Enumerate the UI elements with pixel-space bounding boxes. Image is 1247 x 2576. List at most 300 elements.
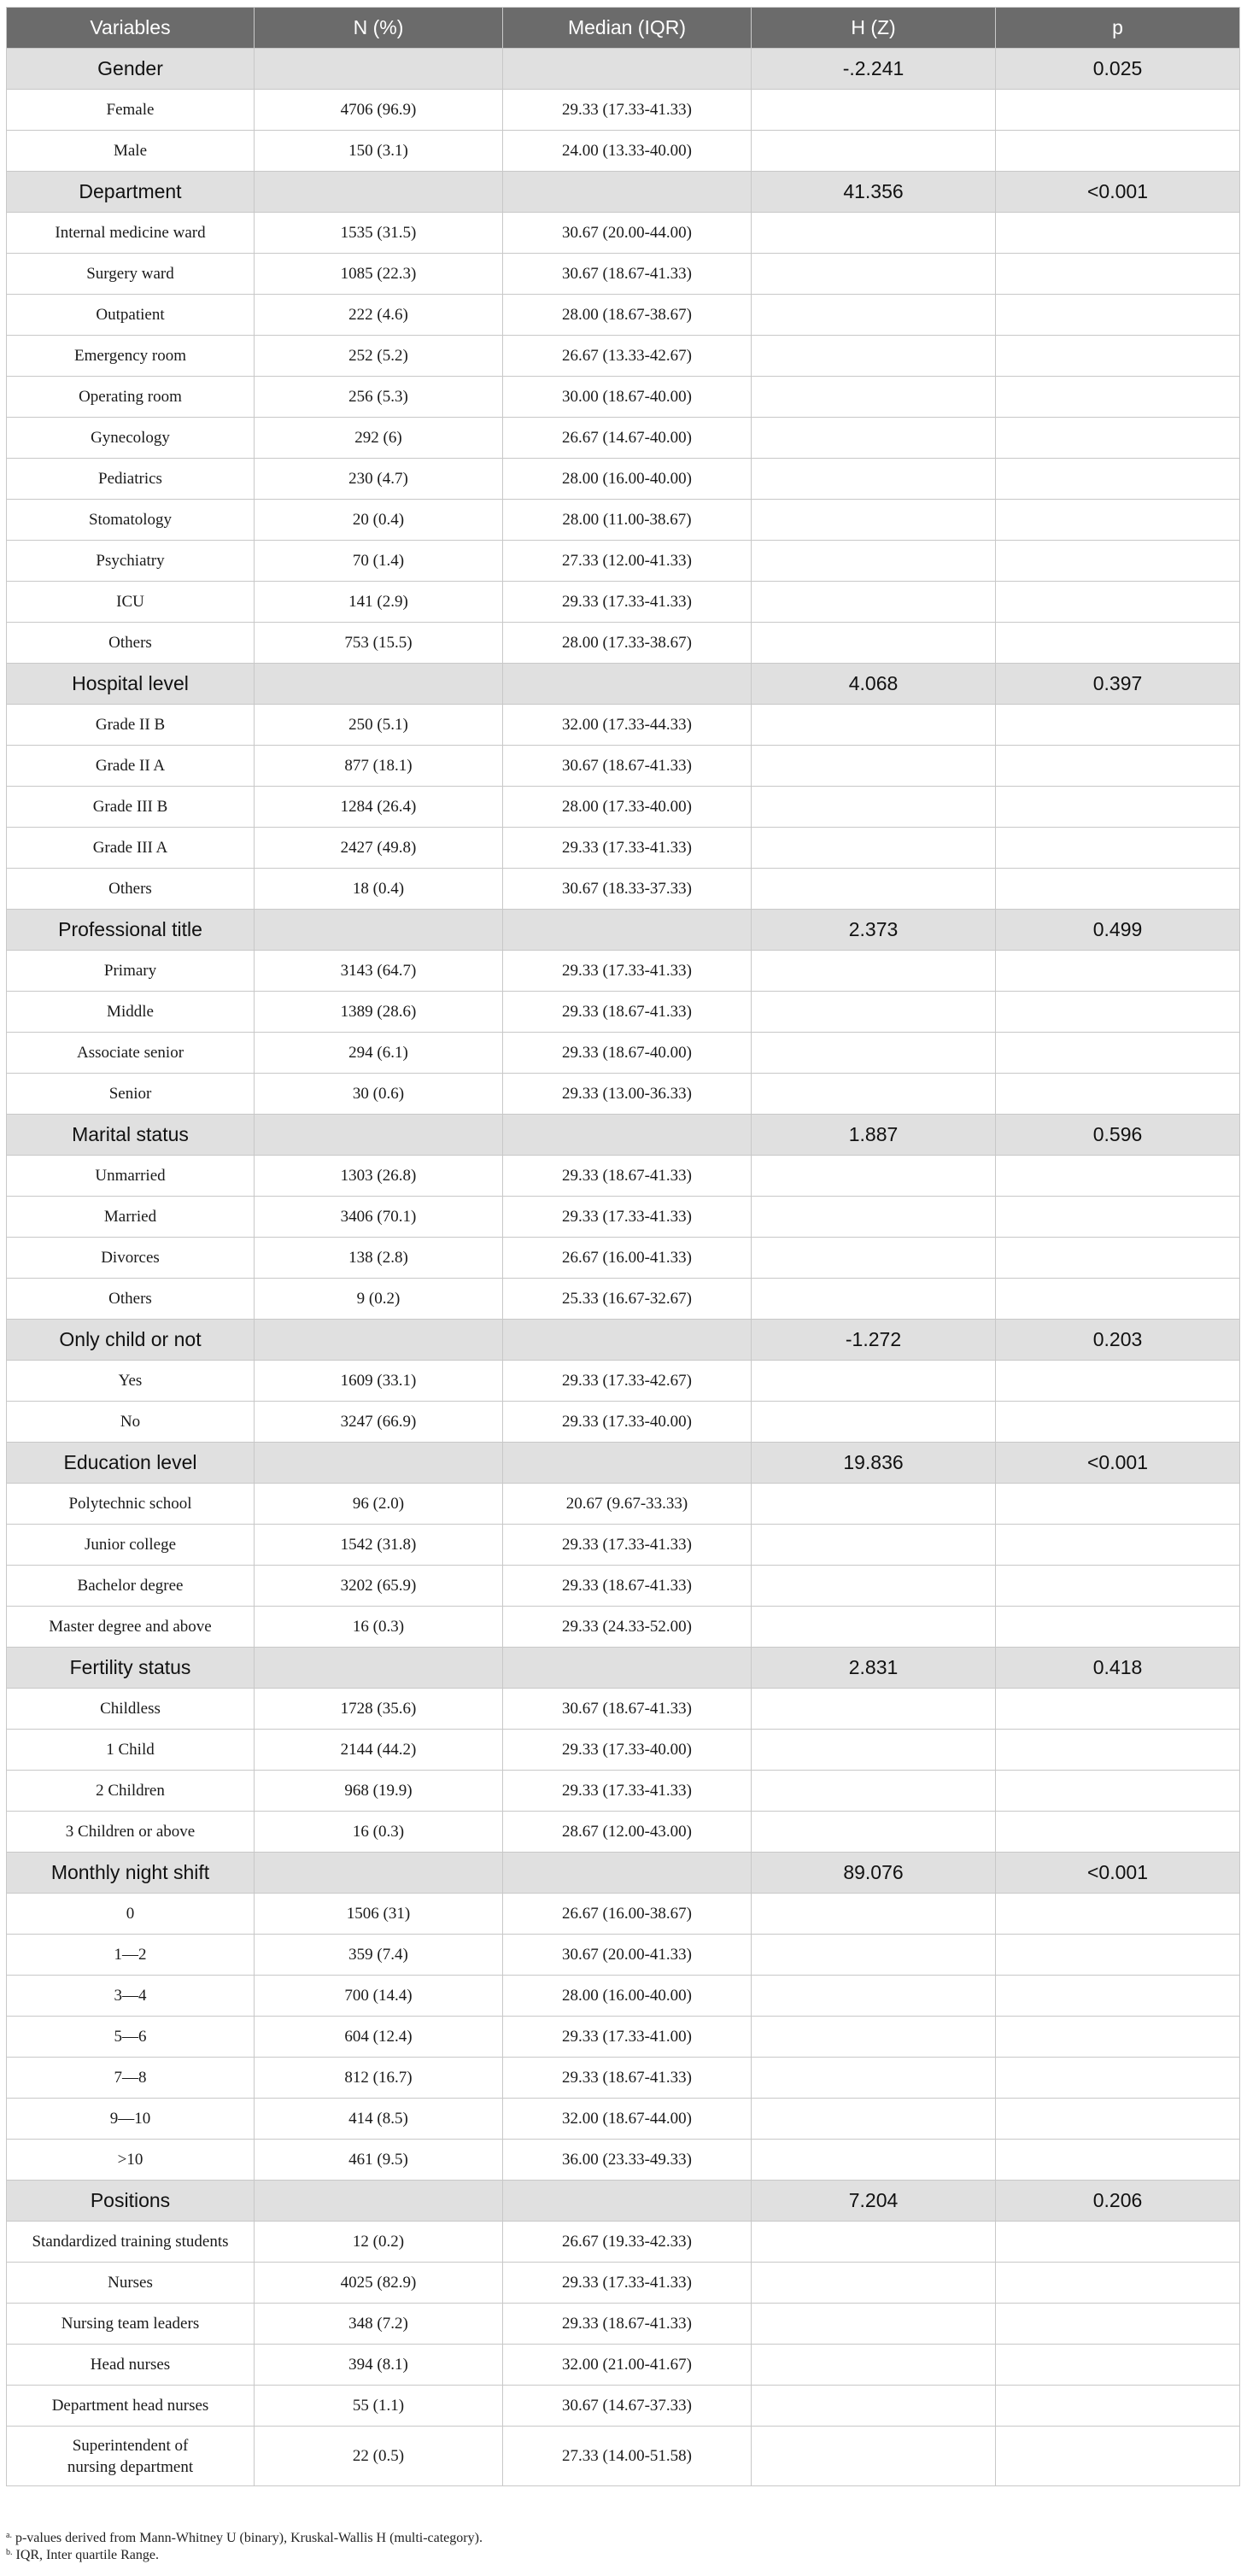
- row-h-empty: [752, 2345, 996, 2386]
- row-n-percent: 230 (4.7): [255, 459, 503, 500]
- table-container: [6, 7, 1239, 2486]
- table-row: [7, 541, 1240, 582]
- row-n-percent: 753 (15.5): [255, 623, 503, 664]
- row-p-empty: [996, 992, 1240, 1033]
- table-row: [7, 705, 1240, 746]
- header-n-percent: N (%): [255, 8, 503, 49]
- table-row: [7, 2017, 1240, 2058]
- row-variable: Male: [7, 131, 255, 172]
- row-variable: Others: [7, 1279, 255, 1320]
- row-median-iqr: 29.33 (18.67-41.33): [503, 1156, 752, 1197]
- row-n-percent: 700 (14.4): [255, 1976, 503, 2017]
- row-p-empty: [996, 213, 1240, 254]
- footnote-text: p-values derived from Mann-Whitney U (binary), Kruskal-Wallis H (multi-category).: [15, 2531, 483, 2545]
- row-p-empty: [996, 1812, 1240, 1853]
- category-label: Monthly night shift: [7, 1853, 255, 1894]
- footnote-b: [6, 2547, 1239, 2564]
- table-row: [7, 1607, 1240, 1648]
- row-h-empty: [752, 2099, 996, 2140]
- row-n-percent: 1609 (33.1): [255, 1361, 503, 1402]
- category-row: [7, 1853, 1240, 1894]
- row-variable: Surgery ward: [7, 254, 255, 295]
- table-row: [7, 2304, 1240, 2345]
- row-variable: Grade III B: [7, 787, 255, 828]
- row-h-empty: [752, 1033, 996, 1074]
- table-row: [7, 1279, 1240, 1320]
- row-median-iqr: 29.33 (18.67-41.33): [503, 992, 752, 1033]
- row-h-empty: [752, 254, 996, 295]
- table-row: [7, 869, 1240, 910]
- row-variable: 5—6: [7, 2017, 255, 2058]
- footnotes: [6, 2530, 1239, 2564]
- row-variable: Gynecology: [7, 418, 255, 459]
- row-variable: Polytechnic school: [7, 1484, 255, 1525]
- table-row: [7, 1197, 1240, 1238]
- row-p-empty: [996, 2386, 1240, 2427]
- row-median-iqr: 29.33 (18.67-41.33): [503, 2058, 752, 2099]
- table-row: [7, 1689, 1240, 1730]
- row-n-percent: 2427 (49.8): [255, 828, 503, 869]
- row-n-percent: 222 (4.6): [255, 295, 503, 336]
- row-median-iqr: 28.00 (18.67-38.67): [503, 295, 752, 336]
- row-median-iqr: 26.67 (16.00-38.67): [503, 1894, 752, 1935]
- category-median-empty: [503, 664, 752, 705]
- row-h-empty: [752, 869, 996, 910]
- header-variables: Variables: [7, 8, 255, 49]
- table-row: [7, 623, 1240, 664]
- table-row: [7, 1033, 1240, 1074]
- row-h-empty: [752, 1197, 996, 1238]
- category-median-empty: [503, 1648, 752, 1689]
- row-median-iqr: 28.00 (16.00-40.00): [503, 459, 752, 500]
- category-p-value: <0.001: [996, 1443, 1240, 1484]
- row-h-empty: [752, 951, 996, 992]
- row-p-empty: [996, 377, 1240, 418]
- row-n-percent: 968 (19.9): [255, 1771, 503, 1812]
- table-row: [7, 992, 1240, 1033]
- row-p-empty: [996, 131, 1240, 172]
- row-n-percent: 294 (6.1): [255, 1033, 503, 1074]
- table-header: [7, 8, 1240, 49]
- footnote-text: IQR, Inter quartile Range.: [15, 2548, 159, 2562]
- category-h-value: -.2.241: [752, 49, 996, 90]
- category-h-value: 2.373: [752, 910, 996, 951]
- row-n-percent: 1542 (31.8): [255, 1525, 503, 1566]
- row-p-empty: [996, 336, 1240, 377]
- row-variable: Emergency room: [7, 336, 255, 377]
- row-p-empty: [996, 1033, 1240, 1074]
- row-h-empty: [752, 541, 996, 582]
- row-p-empty: [996, 1689, 1240, 1730]
- table-row: [7, 418, 1240, 459]
- footnote-a: [6, 2530, 1239, 2547]
- category-h-value: 1.887: [752, 1115, 996, 1156]
- row-median-iqr: 32.00 (21.00-41.67): [503, 2345, 752, 2386]
- table-row: [7, 2140, 1240, 2181]
- row-variable: 2 Children: [7, 1771, 255, 1812]
- row-median-iqr: 29.33 (17.33-41.00): [503, 2017, 752, 2058]
- category-label: Only child or not: [7, 1320, 255, 1361]
- row-h-empty: [752, 1730, 996, 1771]
- row-p-empty: [996, 746, 1240, 787]
- row-h-empty: [752, 2263, 996, 2304]
- row-p-empty: [996, 1361, 1240, 1402]
- row-p-empty: [996, 1402, 1240, 1443]
- row-n-percent: 16 (0.3): [255, 1812, 503, 1853]
- category-n-empty: [255, 1115, 503, 1156]
- row-median-iqr: 25.33 (16.67-32.67): [503, 1279, 752, 1320]
- row-h-empty: [752, 1361, 996, 1402]
- row-median-iqr: 29.33 (13.00-36.33): [503, 1074, 752, 1115]
- row-h-empty: [752, 418, 996, 459]
- row-variable: Pediatrics: [7, 459, 255, 500]
- footnote-mark: a.: [6, 2531, 12, 2540]
- row-p-empty: [996, 2017, 1240, 2058]
- category-row: [7, 1115, 1240, 1156]
- table-row: [7, 2427, 1240, 2486]
- row-p-empty: [996, 1607, 1240, 1648]
- row-n-percent: 138 (2.8): [255, 1238, 503, 1279]
- row-variable: Outpatient: [7, 295, 255, 336]
- table-row: [7, 1894, 1240, 1935]
- header-median-iqr: Median (IQR): [503, 8, 752, 49]
- table-row: [7, 1238, 1240, 1279]
- row-h-empty: [752, 582, 996, 623]
- row-median-iqr: 28.00 (11.00-38.67): [503, 500, 752, 541]
- table-row: [7, 2386, 1240, 2427]
- row-h-empty: [752, 1402, 996, 1443]
- row-median-iqr: 29.33 (17.33-41.33): [503, 1197, 752, 1238]
- row-p-empty: [996, 828, 1240, 869]
- row-p-empty: [996, 623, 1240, 664]
- row-median-iqr: 29.33 (17.33-41.33): [503, 1771, 752, 1812]
- row-p-empty: [996, 1730, 1240, 1771]
- row-n-percent: 1303 (26.8): [255, 1156, 503, 1197]
- table-row: [7, 1976, 1240, 2017]
- row-median-iqr: 29.33 (17.33-41.33): [503, 951, 752, 992]
- category-p-value: <0.001: [996, 172, 1240, 213]
- row-p-empty: [996, 418, 1240, 459]
- row-h-empty: [752, 131, 996, 172]
- category-row: [7, 172, 1240, 213]
- row-variable: 9—10: [7, 2099, 255, 2140]
- table-row: [7, 746, 1240, 787]
- category-p-value: 0.418: [996, 1648, 1240, 1689]
- category-row: [7, 664, 1240, 705]
- row-variable: Senior: [7, 1074, 255, 1115]
- table-row: [7, 1525, 1240, 1566]
- row-p-empty: [996, 1197, 1240, 1238]
- row-median-iqr: 32.00 (18.67-44.00): [503, 2099, 752, 2140]
- row-median-iqr: 27.33 (14.00-51.58): [503, 2427, 752, 2486]
- row-h-empty: [752, 500, 996, 541]
- row-p-empty: [996, 951, 1240, 992]
- row-n-percent: 141 (2.9): [255, 582, 503, 623]
- row-variable: 1—2: [7, 1935, 255, 1976]
- row-variable: Others: [7, 623, 255, 664]
- table-row: [7, 1484, 1240, 1525]
- row-variable: 3 Children or above: [7, 1812, 255, 1853]
- row-variable: No: [7, 1402, 255, 1443]
- row-variable: >10: [7, 2140, 255, 2181]
- row-n-percent: 812 (16.7): [255, 2058, 503, 2099]
- row-n-percent: 604 (12.4): [255, 2017, 503, 2058]
- category-h-value: 19.836: [752, 1443, 996, 1484]
- table-row: [7, 131, 1240, 172]
- row-variable: Psychiatry: [7, 541, 255, 582]
- row-h-empty: [752, 2222, 996, 2263]
- row-variable: Stomatology: [7, 500, 255, 541]
- row-variable: Head nurses: [7, 2345, 255, 2386]
- category-row: [7, 2181, 1240, 2222]
- table-row: [7, 1156, 1240, 1197]
- row-n-percent: 394 (8.1): [255, 2345, 503, 2386]
- category-n-empty: [255, 49, 503, 90]
- row-h-empty: [752, 705, 996, 746]
- row-median-iqr: 26.67 (19.33-42.33): [503, 2222, 752, 2263]
- row-p-empty: [996, 459, 1240, 500]
- row-median-iqr: 30.67 (18.67-41.33): [503, 746, 752, 787]
- row-h-empty: [752, 1279, 996, 1320]
- row-h-empty: [752, 1689, 996, 1730]
- row-median-iqr: 36.00 (23.33-49.33): [503, 2140, 752, 2181]
- category-n-empty: [255, 2181, 503, 2222]
- table-row: [7, 2263, 1240, 2304]
- row-median-iqr: 29.33 (17.33-41.33): [503, 90, 752, 131]
- row-p-empty: [996, 1156, 1240, 1197]
- row-variable: Grade III A: [7, 828, 255, 869]
- row-median-iqr: 29.33 (17.33-40.00): [503, 1402, 752, 1443]
- row-h-empty: [752, 1484, 996, 1525]
- row-n-percent: 2144 (44.2): [255, 1730, 503, 1771]
- row-variable: Primary: [7, 951, 255, 992]
- row-p-empty: [996, 787, 1240, 828]
- row-n-percent: 1085 (22.3): [255, 254, 503, 295]
- table-row: [7, 90, 1240, 131]
- row-n-percent: 1284 (26.4): [255, 787, 503, 828]
- row-n-percent: 70 (1.4): [255, 541, 503, 582]
- category-p-value: 0.025: [996, 49, 1240, 90]
- row-p-empty: [996, 2140, 1240, 2181]
- row-variable: Yes: [7, 1361, 255, 1402]
- category-label: Department: [7, 172, 255, 213]
- row-median-iqr: 32.00 (17.33-44.33): [503, 705, 752, 746]
- category-label: Gender: [7, 49, 255, 90]
- row-n-percent: 150 (3.1): [255, 131, 503, 172]
- category-n-empty: [255, 1853, 503, 1894]
- row-median-iqr: 29.33 (17.33-41.33): [503, 582, 752, 623]
- header-h-z: H (Z): [752, 8, 996, 49]
- category-h-value: 41.356: [752, 172, 996, 213]
- category-p-value: <0.001: [996, 1853, 1240, 1894]
- row-median-iqr: 30.67 (18.67-41.33): [503, 254, 752, 295]
- row-n-percent: 55 (1.1): [255, 2386, 503, 2427]
- row-median-iqr: 30.67 (14.67-37.33): [503, 2386, 752, 2427]
- row-n-percent: 96 (2.0): [255, 1484, 503, 1525]
- category-label: Education level: [7, 1443, 255, 1484]
- row-variable: Female: [7, 90, 255, 131]
- row-variable: Married: [7, 1197, 255, 1238]
- row-median-iqr: 20.67 (9.67-33.33): [503, 1484, 752, 1525]
- row-median-iqr: 29.33 (18.67-41.33): [503, 2304, 752, 2345]
- row-h-empty: [752, 1771, 996, 1812]
- row-variable: 0: [7, 1894, 255, 1935]
- row-median-iqr: 26.67 (16.00-41.33): [503, 1238, 752, 1279]
- row-variable: Nurses: [7, 2263, 255, 2304]
- table-row: [7, 1566, 1240, 1607]
- row-p-empty: [996, 1484, 1240, 1525]
- row-h-empty: [752, 1812, 996, 1853]
- row-n-percent: 1535 (31.5): [255, 213, 503, 254]
- row-h-empty: [752, 2304, 996, 2345]
- row-median-iqr: 29.33 (17.33-41.33): [503, 1525, 752, 1566]
- row-n-percent: 461 (9.5): [255, 2140, 503, 2181]
- row-median-iqr: 29.33 (24.33-52.00): [503, 1607, 752, 1648]
- row-median-iqr: 30.67 (18.67-41.33): [503, 1689, 752, 1730]
- category-median-empty: [503, 1443, 752, 1484]
- row-median-iqr: 29.33 (18.67-41.33): [503, 1566, 752, 1607]
- row-median-iqr: 27.33 (12.00-41.33): [503, 541, 752, 582]
- table-row: [7, 295, 1240, 336]
- row-h-empty: [752, 2427, 996, 2486]
- row-p-empty: [996, 1976, 1240, 2017]
- category-n-empty: [255, 664, 503, 705]
- row-median-iqr: 30.67 (20.00-41.33): [503, 1935, 752, 1976]
- row-median-iqr: 28.67 (12.00-43.00): [503, 1812, 752, 1853]
- row-p-empty: [996, 541, 1240, 582]
- table-row: [7, 2058, 1240, 2099]
- row-n-percent: 4025 (82.9): [255, 2263, 503, 2304]
- row-p-empty: [996, 90, 1240, 131]
- row-median-iqr: 30.00 (18.67-40.00): [503, 377, 752, 418]
- row-h-empty: [752, 623, 996, 664]
- category-h-value: 89.076: [752, 1853, 996, 1894]
- row-n-percent: 9 (0.2): [255, 1279, 503, 1320]
- category-h-value: -1.272: [752, 1320, 996, 1361]
- category-n-empty: [255, 910, 503, 951]
- row-variable: Operating room: [7, 377, 255, 418]
- row-n-percent: 1728 (35.6): [255, 1689, 503, 1730]
- row-n-percent: 22 (0.5): [255, 2427, 503, 2486]
- row-n-percent: 12 (0.2): [255, 2222, 503, 2263]
- row-variable: Bachelor degree: [7, 1566, 255, 1607]
- category-median-empty: [503, 1115, 752, 1156]
- row-p-empty: [996, 1074, 1240, 1115]
- row-p-empty: [996, 1894, 1240, 1935]
- row-n-percent: 3143 (64.7): [255, 951, 503, 992]
- row-p-empty: [996, 1238, 1240, 1279]
- row-p-empty: [996, 582, 1240, 623]
- row-n-percent: 3406 (70.1): [255, 1197, 503, 1238]
- row-n-percent: 30 (0.6): [255, 1074, 503, 1115]
- row-variable: 3—4: [7, 1976, 255, 2017]
- row-variable: Associate senior: [7, 1033, 255, 1074]
- row-median-iqr: 30.67 (20.00-44.00): [503, 213, 752, 254]
- category-row: [7, 1443, 1240, 1484]
- row-h-empty: [752, 2058, 996, 2099]
- category-n-empty: [255, 1443, 503, 1484]
- row-median-iqr: 29.33 (17.33-41.33): [503, 828, 752, 869]
- row-n-percent: 252 (5.2): [255, 336, 503, 377]
- row-variable: ICU: [7, 582, 255, 623]
- table-row: [7, 1730, 1240, 1771]
- row-p-empty: [996, 1771, 1240, 1812]
- category-median-empty: [503, 49, 752, 90]
- category-row: [7, 910, 1240, 951]
- row-variable: [7, 2427, 255, 2486]
- row-n-percent: 3202 (65.9): [255, 1566, 503, 1607]
- label-line: nursing department: [67, 2457, 194, 2476]
- row-n-percent: 256 (5.3): [255, 377, 503, 418]
- table-row: [7, 336, 1240, 377]
- data-table: [6, 7, 1240, 2486]
- row-n-percent: 414 (8.5): [255, 2099, 503, 2140]
- row-n-percent: 348 (7.2): [255, 2304, 503, 2345]
- table-row: [7, 2345, 1240, 2386]
- footnote-mark: b.: [6, 2548, 13, 2557]
- table-row: [7, 2222, 1240, 2263]
- category-median-empty: [503, 2181, 752, 2222]
- row-h-empty: [752, 1976, 996, 2017]
- row-p-empty: [996, 705, 1240, 746]
- table-row: [7, 459, 1240, 500]
- row-h-empty: [752, 2017, 996, 2058]
- row-h-empty: [752, 746, 996, 787]
- category-n-empty: [255, 1648, 503, 1689]
- table-row: [7, 951, 1240, 992]
- row-n-percent: 877 (18.1): [255, 746, 503, 787]
- row-h-empty: [752, 295, 996, 336]
- row-h-empty: [752, 1566, 996, 1607]
- category-row: [7, 49, 1240, 90]
- table-row: [7, 2099, 1240, 2140]
- row-variable: Grade II B: [7, 705, 255, 746]
- row-h-empty: [752, 336, 996, 377]
- row-n-percent: 20 (0.4): [255, 500, 503, 541]
- row-p-empty: [996, 254, 1240, 295]
- table-row: [7, 1812, 1240, 1853]
- category-median-empty: [503, 172, 752, 213]
- row-median-iqr: 29.33 (17.33-41.33): [503, 2263, 752, 2304]
- row-variable: Unmarried: [7, 1156, 255, 1197]
- category-n-empty: [255, 1320, 503, 1361]
- category-p-value: 0.499: [996, 910, 1240, 951]
- header-p: p: [996, 8, 1240, 49]
- table-row: [7, 582, 1240, 623]
- row-variable: Childless: [7, 1689, 255, 1730]
- category-h-value: 2.831: [752, 1648, 996, 1689]
- table-row: [7, 1771, 1240, 1812]
- row-p-empty: [996, 2304, 1240, 2345]
- row-median-iqr: 30.67 (18.33-37.33): [503, 869, 752, 910]
- table-row: [7, 254, 1240, 295]
- row-h-empty: [752, 459, 996, 500]
- row-median-iqr: 29.33 (17.33-40.00): [503, 1730, 752, 1771]
- category-n-empty: [255, 172, 503, 213]
- row-p-empty: [996, 2263, 1240, 2304]
- table-row: [7, 1402, 1240, 1443]
- table-row: [7, 828, 1240, 869]
- row-p-empty: [996, 1279, 1240, 1320]
- label-line: Superintendent of: [72, 2436, 189, 2455]
- row-h-empty: [752, 2140, 996, 2181]
- table-row: [7, 500, 1240, 541]
- category-row: [7, 1648, 1240, 1689]
- category-h-value: 7.204: [752, 2181, 996, 2222]
- row-n-percent: 18 (0.4): [255, 869, 503, 910]
- row-variable: Internal medicine ward: [7, 213, 255, 254]
- category-p-value: 0.206: [996, 2181, 1240, 2222]
